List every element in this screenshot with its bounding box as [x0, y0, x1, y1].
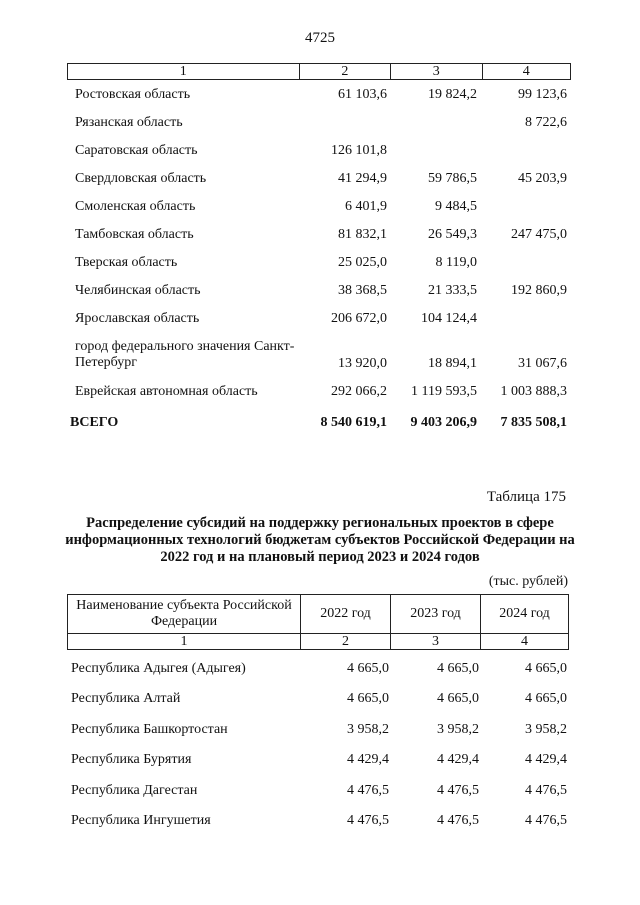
prev-header-col-1: 1 [179, 64, 187, 79]
value-2022: 3 958,2 [347, 722, 389, 737]
value-2024: 192 860,9 [511, 283, 567, 298]
value-2024: 4 665,0 [525, 691, 567, 706]
value-2024: 8 722,6 [525, 115, 567, 130]
value-2023: 3 958,2 [437, 722, 479, 737]
value-2022: 61 103,6 [338, 87, 387, 102]
region-name: Тамбовская область [75, 227, 194, 242]
value-2023: 18 894,1 [428, 356, 477, 371]
value-2023: 19 824,2 [428, 87, 477, 102]
header-2022: 2022 год [300, 595, 390, 633]
region-name: Республика Адыгея (Адыгея) [71, 661, 246, 676]
region-name: Ярославская область [75, 311, 200, 326]
region-name: Смоленская область [75, 199, 196, 214]
total-2023: 9 403 206,9 [410, 415, 477, 430]
value-2023: 21 333,5 [428, 283, 477, 298]
region-name: Ростовская область [75, 87, 191, 102]
value-2023: 8 119,0 [435, 255, 477, 270]
prev-header-col-2: 2 [299, 64, 390, 79]
value-2023: 4 476,5 [437, 813, 479, 828]
value-2023: 4 476,5 [437, 783, 479, 798]
value-2022: 206 672,0 [331, 311, 387, 326]
header-num-3: 3 [390, 633, 480, 649]
region-name: Челябинская область [75, 283, 201, 298]
region-name: Свердловская область [75, 171, 207, 186]
total-2024: 7 835 508,1 [500, 415, 567, 430]
value-2023: 9 484,5 [435, 199, 477, 214]
region-name: Рязанская область [75, 115, 183, 130]
total-label: ВСЕГО [70, 415, 119, 430]
value-2023: 104 124,4 [421, 311, 477, 326]
prev-header-col-4: 4 [482, 64, 570, 79]
value-2023: 59 786,5 [428, 171, 477, 186]
table-175-header [67, 594, 569, 650]
value-2023: 1 119 593,5 [411, 384, 477, 399]
value-2022: 25 025,0 [338, 255, 387, 270]
header-num-1: 1 [68, 633, 300, 649]
header-num-4: 4 [480, 633, 568, 649]
region-name: город федерального значения Санкт-Петербург [75, 339, 295, 370]
value-2023: 4 429,4 [437, 752, 479, 767]
value-2022: 13 920,0 [338, 356, 387, 371]
value-2022: 126 101,8 [331, 143, 387, 158]
region-name: Республика Алтай [71, 691, 181, 706]
value-2022: 292 066,2 [331, 384, 387, 399]
value-2023: 4 665,0 [437, 661, 479, 676]
region-name: Республика Дагестан [71, 783, 198, 798]
value-2024: 3 958,2 [525, 722, 567, 737]
table-title: Распределение субсидий на поддержку региональных проектов в сфере информационных технологий бюджетам субъектов Российской Федерации на 2022 год и на плановый период 2023 и 2024 годов [65, 515, 575, 565]
value-2022: 4 476,5 [347, 783, 389, 798]
header-region-name: Наименование субъекта Российской Федерации [76, 598, 292, 629]
value-2022: 6 401,9 [345, 199, 387, 214]
region-name: Республика Башкортостан [71, 722, 228, 737]
units-label: (тыс. рублей) [488, 574, 568, 589]
header-2024: 2024 год [480, 595, 568, 633]
value-2024: 4 476,5 [525, 813, 567, 828]
value-2024: 31 067,6 [518, 356, 567, 371]
value-2022: 4 665,0 [347, 661, 389, 676]
value-2024: 99 123,6 [518, 87, 567, 102]
value-2024: 4 429,4 [525, 752, 567, 767]
table-label: Таблица 175 [486, 489, 566, 505]
header-num-2: 2 [300, 633, 390, 649]
total-2022: 8 540 619,1 [320, 415, 387, 430]
region-name: Тверская область [75, 255, 178, 270]
region-name: Еврейская автономная область [75, 384, 258, 399]
value-2022: 4 665,0 [347, 691, 389, 706]
prev-table-header [67, 63, 571, 80]
value-2024: 45 203,9 [518, 171, 567, 186]
value-2024: 4 476,5 [525, 783, 567, 798]
value-2024: 1 003 888,3 [500, 384, 567, 399]
value-2023: 4 665,0 [437, 691, 479, 706]
header-2023: 2023 год [390, 595, 480, 633]
page-number: 4725 [305, 30, 335, 46]
value-2022: 4 429,4 [347, 752, 389, 767]
value-2023: 26 549,3 [428, 227, 477, 242]
region-name: Республика Бурятия [71, 752, 192, 767]
region-name: Республика Ингушетия [71, 813, 211, 828]
value-2024: 247 475,0 [511, 227, 567, 242]
region-name: Саратовская область [75, 143, 198, 158]
value-2022: 81 832,1 [338, 227, 387, 242]
value-2022: 38 368,5 [338, 283, 387, 298]
value-2024: 4 665,0 [525, 661, 567, 676]
value-2022: 4 476,5 [347, 813, 389, 828]
prev-header-col-3: 3 [390, 64, 481, 79]
value-2022: 41 294,9 [338, 171, 387, 186]
